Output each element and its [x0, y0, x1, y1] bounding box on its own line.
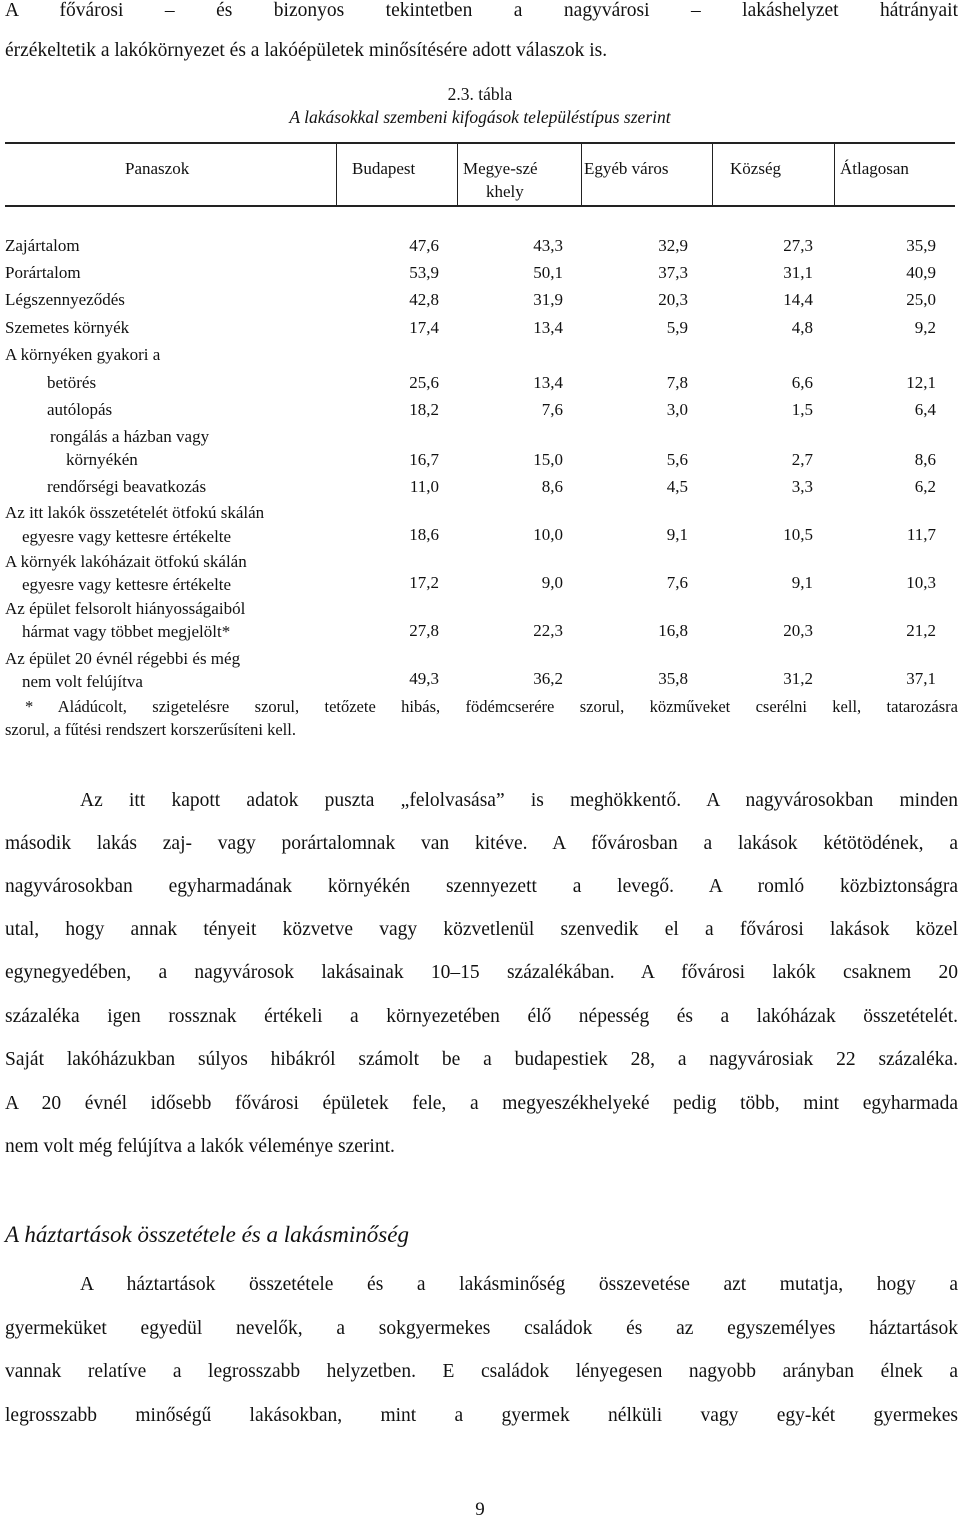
cell-average: 12,1	[906, 373, 936, 392]
header-village: Község	[730, 159, 781, 178]
row-label-cont: nem volt felújítva	[22, 672, 143, 691]
row-label: A környék lakóházait ötfokú skálán	[5, 552, 247, 571]
intro-line-1: A fővárosi – és bizonyos tekintetben a nagyvárosi – lakáshelyzet hátrányait	[5, 0, 958, 21]
table-footnote-line-2: szorul, a fűtési rendszert korszerűsíteni kell.	[5, 720, 296, 739]
row-label: betörés	[47, 373, 97, 392]
row-label: rongálás a házban vagy	[50, 427, 210, 446]
cell-other-town: 7,8	[666, 373, 688, 392]
row-label: rendőrségi beavatkozás	[47, 477, 207, 496]
cell-average: 35,9	[906, 236, 936, 255]
cell-budapest: 18,6	[409, 525, 439, 544]
cell-other-town: 4,5	[666, 477, 688, 496]
cell-county-seat: 36,2	[533, 669, 563, 688]
table-footnote-line-1: * Aládúcolt, szigetelésre szorul, tetőzete hibás, födémcserére szorul, közműveket cserélni kell, tatarozásra	[25, 697, 958, 716]
cell-county-seat: 8,6	[541, 477, 563, 496]
body-line-7: Saját lakóházukban súlyos hibákról számolt be a budapestiek 28, a nagyvárosiak 22 százaléka.	[5, 1049, 958, 1070]
cell-village: 9,1	[791, 573, 813, 592]
cell-county-seat: 10,0	[533, 525, 563, 544]
row-label-cont: egyesre vagy kettesre értékelte	[22, 527, 232, 546]
row-label-cont: hármat vagy többet megjelölt*	[22, 622, 231, 641]
cell-county-seat: 31,9	[533, 290, 563, 309]
cell-budapest: 49,3	[409, 669, 439, 688]
body-line-1: Az itt kapott adatok puszta „felolvasása” is meghökkentő. A nagyvárosokban minden	[80, 790, 958, 811]
cell-village: 2,7	[791, 450, 813, 469]
cell-village: 31,2	[783, 669, 813, 688]
cell-village: 20,3	[783, 621, 813, 640]
cell-average: 9,2	[914, 318, 936, 337]
complaints-table	[0, 0, 960, 740]
cell-average: 6,4	[914, 400, 936, 419]
cell-village: 3,3	[791, 477, 813, 496]
table-number: 2.3. tábla	[447, 84, 513, 104]
row-label: Porártalom	[5, 263, 81, 282]
header-county-seat-cont: khely	[486, 182, 524, 201]
section-line-3: vannak relatíve a legrosszabb helyzetben. E családok lényegesen nagyobb arányban élnek a	[5, 1361, 958, 1382]
cell-average: 21,2	[906, 621, 936, 640]
cell-county-seat: 50,1	[533, 263, 563, 282]
header-budapest: Budapest	[352, 159, 416, 178]
section-line-4: legrosszabb minőségű lakásokban, mint a gyermek nélküli vagy egy-két gyermekes	[5, 1405, 958, 1426]
cell-budapest: 17,4	[409, 318, 439, 337]
cell-village: 10,5	[783, 525, 813, 544]
cell-other-town: 37,3	[658, 263, 688, 282]
cell-other-town: 9,1	[666, 525, 688, 544]
row-label: Szemetes környék	[5, 318, 130, 337]
section-line-1: A háztartások összetétele és a lakásminőség összevetése azt mutatja, hogy a	[80, 1274, 958, 1295]
cell-budapest: 18,2	[409, 400, 439, 419]
header-divider	[457, 142, 458, 206]
cell-average: 40,9	[906, 263, 936, 282]
cell-other-town: 3,0	[666, 400, 688, 419]
table-title: A lakásokkal szembeni kifogások településtípus szerint	[289, 107, 671, 127]
cell-average: 8,6	[914, 450, 936, 469]
row-label-cont: környékén	[66, 450, 138, 469]
cell-average: 37,1	[906, 669, 936, 688]
cell-village: 14,4	[783, 290, 813, 309]
cell-budapest: 47,6	[409, 236, 439, 255]
header-county-seat: Megye-szé	[463, 159, 538, 178]
cell-other-town: 5,9	[666, 318, 688, 337]
row-label: Az épület 20 évnél régebbi és még	[5, 649, 241, 668]
body-line-6: százaléka igen rossznak értékeli a környezetében élő népesség és a lakóházak összetételét.	[5, 1006, 958, 1027]
cell-budapest: 11,0	[409, 477, 439, 496]
cell-village: 1,5	[791, 400, 813, 419]
cell-other-town: 5,6	[666, 450, 688, 469]
body-line-3: nagyvárosokban egyharmadának környékén szennyezett a levegő. A romló közbiztonságra	[5, 876, 958, 897]
table-header-rule	[5, 205, 955, 207]
row-label: Légszennyeződés	[5, 290, 125, 309]
cell-other-town: 35,8	[658, 669, 688, 688]
row-label: Az épület felsorolt hiányosságaiból	[5, 599, 246, 618]
body-line-4: utal, hogy annak tényeit közvetve vagy közvetlenül szenvedik el a fővárosi lakások közel	[5, 919, 958, 940]
cell-budapest: 17,2	[409, 573, 439, 592]
cell-budapest: 25,6	[409, 373, 439, 392]
cell-budapest: 27,8	[409, 621, 439, 640]
cell-county-seat: 13,4	[533, 318, 563, 337]
intro-line-2: érzékeltetik a lakókörnyezet és a lakóépületek minősítésére adott válaszok is.	[5, 40, 608, 61]
cell-budapest: 16,7	[409, 450, 439, 469]
body-line-9: nem volt még felújítva a lakók véleménye szerint.	[5, 1136, 395, 1157]
cell-average: 10,3	[906, 573, 936, 592]
cell-other-town: 7,6	[666, 573, 688, 592]
cell-village: 27,3	[783, 236, 813, 255]
header-complaints: Panaszok	[125, 159, 190, 178]
cell-other-town: 32,9	[658, 236, 688, 255]
header-divider	[834, 142, 835, 206]
row-label: autólopás	[47, 400, 113, 419]
cell-county-seat: 22,3	[533, 621, 563, 640]
row-group-label: A környéken gyakori a	[5, 345, 161, 364]
table-top-rule	[5, 142, 955, 144]
cell-budapest: 42,8	[409, 290, 439, 309]
page-number: 9	[475, 1499, 485, 1520]
cell-budapest: 53,9	[409, 263, 439, 282]
cell-average: 25,0	[906, 290, 936, 309]
cell-county-seat: 43,3	[533, 236, 563, 255]
header-other-town: Egyéb város	[584, 159, 669, 178]
row-label: Zajártalom	[5, 236, 80, 255]
body-line-5: egynegyedében, a nagyvárosok lakásainak 10–15 százalékában. A fővárosi lakók csaknem 20	[5, 962, 958, 983]
row-label-cont: egyesre vagy kettesre értékelte	[22, 575, 232, 594]
cell-other-town: 16,8	[658, 621, 688, 640]
cell-village: 6,6	[791, 373, 813, 392]
header-average: Átlagosan	[840, 159, 909, 178]
cell-average: 6,2	[914, 477, 936, 496]
row-label: Az itt lakók összetételét ötfokú skálán	[5, 503, 265, 522]
header-divider	[581, 142, 582, 206]
body-line-8: A 20 évnél idősebb fővárosi épületek fele, a megyeszékhelyeké pedig több, mint egyharmada	[5, 1093, 958, 1114]
cell-village: 4,8	[791, 318, 813, 337]
header-divider	[336, 142, 337, 206]
cell-county-seat: 9,0	[541, 573, 563, 592]
cell-average: 11,7	[906, 525, 936, 544]
body-line-2: második lakás zaj- vagy porártalomnak van kitéve. A fővárosban a lakások kétötödének, a	[5, 833, 958, 854]
cell-county-seat: 13,4	[533, 373, 563, 392]
header-divider	[712, 142, 713, 206]
section-heading: A háztartások összetétele és a lakásminőség	[5, 1222, 409, 1247]
cell-county-seat: 15,0	[533, 450, 563, 469]
cell-village: 31,1	[783, 263, 813, 282]
section-line-2: gyermeküket egyedül nevelők, a sokgyermekes családok és az egyszemélyes háztartások	[5, 1318, 958, 1339]
cell-other-town: 20,3	[658, 290, 688, 309]
cell-county-seat: 7,6	[541, 400, 563, 419]
